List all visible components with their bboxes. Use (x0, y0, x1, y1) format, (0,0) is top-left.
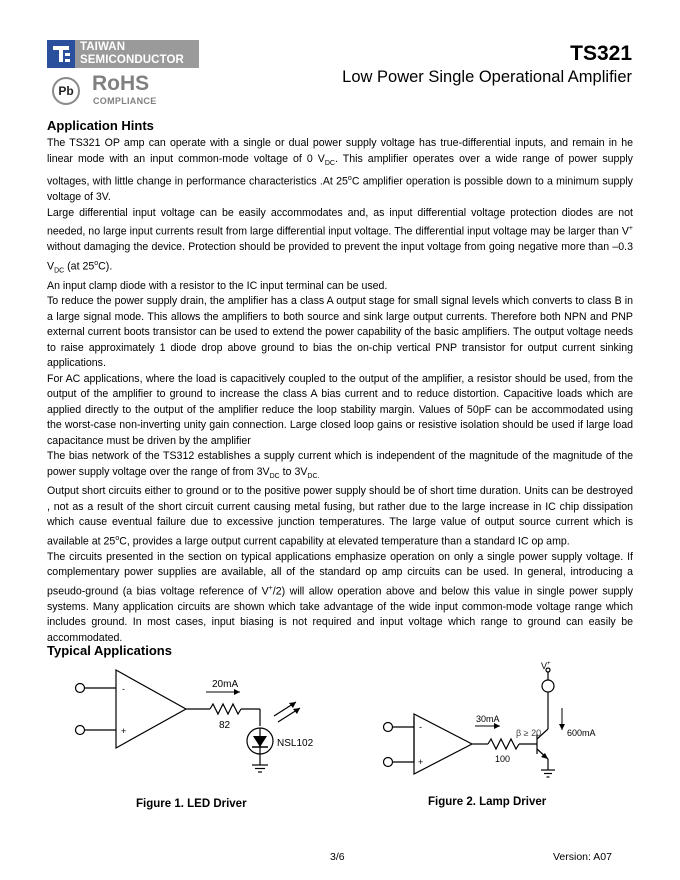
paragraph: The circuits presented in the section on typical applications emphasize operation on only a single power supply voltage. If complementary power supplies are available, all of the standard op amp circuits can be used. In general, introducing a pseudo-ground (a bias voltage reference of V+/2) will allow operation above and below this value in single power supply systems. Many application circuits are shown which take advantage of the wide input common-mode voltage range which includes ground. In most cases, input biasing is not required and input voltage which range to ground can easily be accommodated. (47, 550, 633, 644)
compliance-label: COMPLIANCE (93, 96, 157, 106)
company-name: TAIWAN SEMICONDUCTOR (80, 41, 184, 66)
figure-2-caption: Figure 2. Lamp Driver (428, 796, 547, 808)
minus-sign: - (419, 722, 422, 732)
resistor-label: 82 (219, 720, 231, 731)
typical-applications-title: Typical Applications (47, 643, 172, 658)
lamp-driver-schematic (370, 656, 630, 786)
application-hints-title: Application Hints (47, 118, 154, 133)
paragraph: An input clamp diode with a resistor to the IC input terminal can be used. (47, 279, 388, 292)
resistor-symbol (210, 704, 241, 714)
paragraph: For AC applications, where the load is capacitively coupled to the output of the amplifier, a resistor should be used, from the output of the amplifier to ground to increase the class A bias current and to reduce distortion. Capacitive loads which are applied directly to the output of the amplifier reduce the loop stability margin. Values of 50pF can be accommodated using the worst-case non-inverting unity gain connection. Large closed loop gains or resistive isolation should be used if large load capacitance must be driven by the amplifier (47, 372, 633, 447)
figure-1-caption: Figure 1. LED Driver (136, 798, 247, 810)
current-label: 20mA (212, 679, 239, 690)
ts-logo-icon (47, 40, 75, 68)
plus-sign: + (121, 726, 127, 736)
company-logo (47, 40, 199, 68)
inverting-input-terminal (384, 723, 393, 732)
plus-sign: + (418, 757, 424, 767)
inverting-input-terminal (76, 684, 85, 693)
version-label: Version: A07 (553, 851, 612, 863)
supply-label: V+ (541, 661, 551, 671)
application-hints-body (47, 136, 633, 646)
led-part-label: NSL102 (277, 738, 314, 749)
document-subtitle: Low Power Single Operational Amplifier (342, 68, 632, 86)
rohs-label: RoHS (92, 72, 150, 95)
page-number: 3/6 (330, 851, 345, 863)
noninverting-input-terminal (76, 726, 85, 735)
lamp-symbol (542, 680, 554, 692)
paragraph: To reduce the power supply drain, the amplifier has a class A output stage for small signal levels which converts to class B in a large signal mode. This allows the amplifiers to both source and sink large output currents. Therefore both NPN and PNP external current boots transistor can be used to extend the power capability of the basic amplifiers. The output voltage needs to raise approximately 1 diode drop above ground to bias the on-chip vertical PNP transistor for output current sinking applications. (47, 295, 633, 370)
noninverting-input-terminal (384, 758, 393, 767)
pb-free-badge-icon: Pb (52, 77, 80, 105)
paragraph: The bias network of the TS312 establishes a supply current which is independent of the magnitude of the magnitude of the power supply voltage over the range of from $3V_{DC}$ to $3V_{DC.}$ (47, 450, 633, 480)
minus-sign: - (122, 684, 125, 694)
paragraph: Large differential input voltage can be easily accommodates and, as input differential voltage protection diodes are not needed, no large input currents result from large differential input voltage. The differential input voltage may be larger than V+ without damaging the device. Protection should be provided to prevent the input voltage from going negative more than –0.3 $V_{DC}$ (at 25$^o$C). (47, 206, 633, 275)
paragraph: The TS321 OP amp can operate with a single or dual power supply voltage has true-differential inputs, and remain in he linear mode with an input common-mode voltage of 0 $V_{DC}$. This amplifier operates over a wide range of power supply voltages, with little change in performance characteristics .At 25$^o$C amplifier operation is possible down to a minimum supply voltage of 3V. (47, 137, 633, 204)
paragraph: Output short circuits either to ground or to the positive power supply should be of short time duration. Units can be destroyed , not as a result of the short circuit current causing metal fusing, but rather due to the large increase in IC chip dissipation which cause eventual failure due to excessive junction temperatures. The large value of output source current which is available at 25$^o$C, provides a large output current capability at elevated temperature than a standard IC op amp. (47, 485, 633, 548)
output-current-label: 600mA (567, 728, 596, 738)
led-driver-schematic (60, 660, 340, 790)
part-number: TS321 (570, 42, 632, 65)
op-amp-symbol (116, 670, 186, 748)
resistor-symbol (488, 739, 519, 749)
input-current-label: 30mA (476, 714, 500, 724)
resistor-label: 100 (495, 754, 511, 764)
beta-label: β ≥ 20 (516, 728, 542, 738)
